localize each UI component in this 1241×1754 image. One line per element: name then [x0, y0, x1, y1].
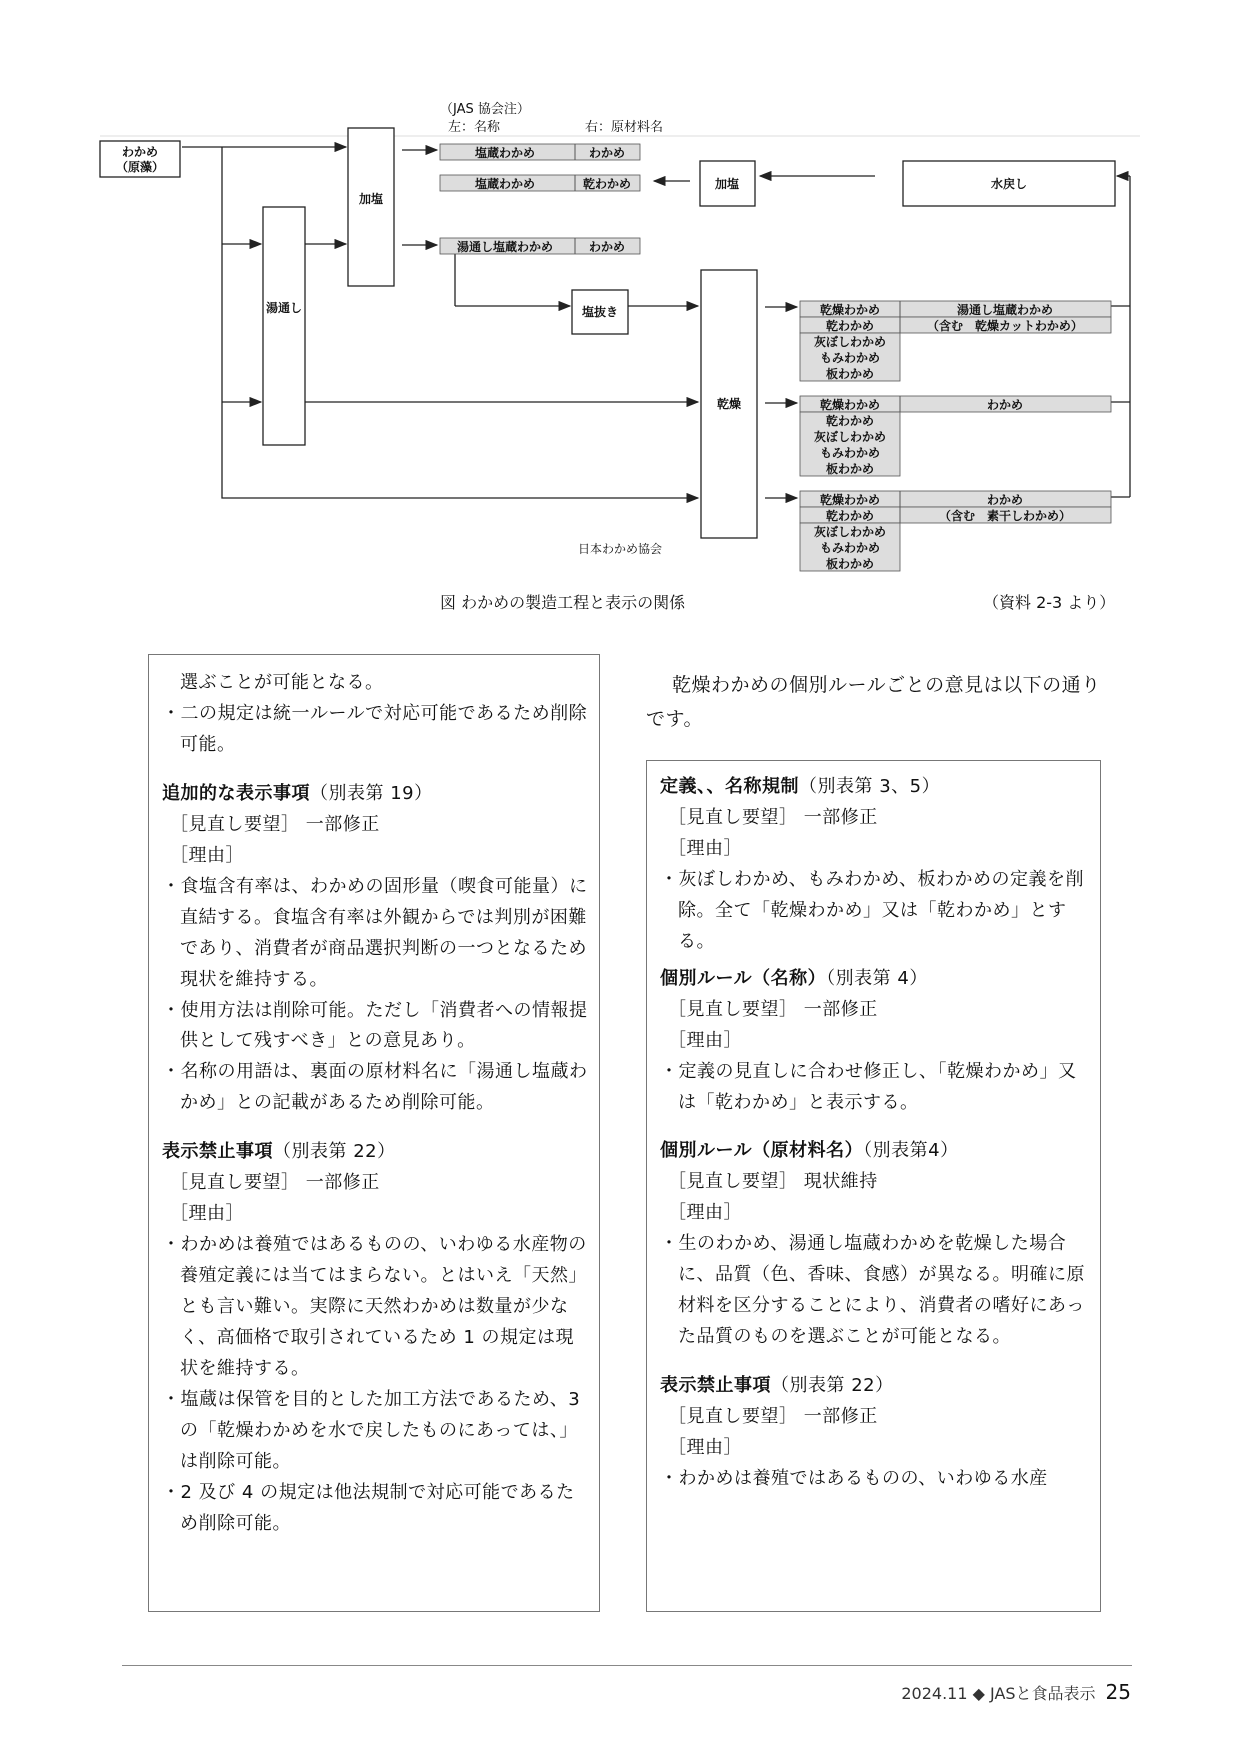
g2-d: もみわかめ: [819, 446, 881, 460]
left-column: [162, 668, 590, 1540]
right-h1-reason: ［理由］: [668, 837, 742, 859]
note-right: 右：原材料名: [585, 120, 664, 135]
left-b1: ・二の規定は統一ルールで対応可能であるため削除可能。: [162, 702, 588, 755]
footer-rule: [122, 1665, 1132, 1666]
right-h1-b1: ・灰ぼしわかめ、もみわかめ、板わかめの定義を削除。全て「乾燥わかめ」又は「乾わかめ」とする。: [660, 868, 1085, 952]
g3-a-right: わかめ: [986, 493, 1024, 507]
left-h1-req: ［見直し要望］ 一部修正: [170, 813, 380, 835]
g2-a-right: わかめ: [986, 398, 1024, 412]
g2-c: 灰ぼしわかめ: [813, 430, 887, 444]
node-yutooshi: [263, 207, 305, 445]
right-column: [660, 772, 1092, 1495]
g3-d: もみわかめ: [819, 541, 881, 555]
footer-issue: 2024.11 ◆ JASと食品表示: [901, 1684, 1096, 1703]
right-h4-reason: ［理由］: [668, 1437, 742, 1459]
right-h2-req: ［見直し要望］ 一部修正: [668, 998, 878, 1020]
g3-b-right: （含む 素干しわかめ）: [938, 509, 1072, 523]
left-h2-b2: ・塩蔵は保管を目的とした加工方法であるため、3 の「乾燥わかめを水で戻したものにあっては、」は削除可能。: [162, 1388, 581, 1472]
right-h1: 定義、、名称規制（別表第 3、5）: [660, 776, 941, 797]
right-h3-reason: ［理由］: [668, 1202, 742, 1224]
g1-d: もみわかめ: [819, 351, 881, 365]
process-diagram: [0, 0, 1241, 600]
right-h3-b1: ・生のわかめ、湯通し塩蔵わかめを乾燥した場合に、品質（色、香味、食感）が異なる。明確に原材料を区分することにより、消費者の嗜好にあった品質のものを選ぶことが可能となる。: [660, 1233, 1085, 1348]
left-h2-b1: ・わかめは養殖ではあるものの、いわゆる水産物の養殖定義には当てはまらない。とはいえ「天然」とも言い難い。実際に天然わかめは数量が少なく、高価格で取引されているため 1 の規定は現状を維持する。: [162, 1234, 587, 1380]
right-h2-b1: ・定義の見直しに合わせ修正し、「乾燥わかめ」又は「乾わかめ」と表示する。: [660, 1060, 1077, 1113]
right-h4-req: ［見直し要望］ 一部修正: [668, 1406, 878, 1428]
g2-a: 乾燥わかめ: [819, 398, 881, 412]
g3-b: 乾わかめ: [825, 509, 875, 523]
right-h4: 表示禁止事項（別表第 22）: [660, 1375, 894, 1397]
left-line1: 選ぶことが可能となる。: [180, 672, 384, 693]
node-yutooshi-label: 湯通し: [265, 301, 303, 315]
note-left: 左：名称: [448, 120, 501, 135]
svg-text:（原藻）: （原藻）: [115, 160, 165, 174]
node-kansou-label: 乾燥: [716, 397, 742, 411]
g3-a: 乾燥わかめ: [819, 493, 881, 507]
g2-e: 板わかめ: [825, 462, 875, 476]
credit: 日本わかめ協会: [578, 542, 663, 556]
node-kaen: [348, 128, 394, 286]
node-shionuki-label: 塩抜き: [581, 305, 619, 319]
g1-b-right: （含む 乾燥カットわかめ）: [927, 319, 1083, 333]
g1-a-right: 湯通し塩蔵わかめ: [956, 303, 1054, 317]
figure-source: （資料 2-3 より）: [983, 593, 1116, 612]
left-h2-b3: ・2 及び 4 の規定は他法規制で対応可能であるため削除可能。: [162, 1481, 575, 1534]
right-intro: 乾燥わかめの個別ルールごとの意見は以下の通りです。: [646, 674, 1101, 731]
left-h2: 表示禁止事項（別表第 22）: [162, 1141, 396, 1163]
figure-caption: 図 わかめの製造工程と表示の関係: [440, 593, 686, 612]
right-h1-req: ［見直し要望］ 一部修正: [668, 806, 878, 828]
node-kaen2-label: 加塩: [714, 177, 740, 191]
left-h2-reason: ［理由］: [170, 1203, 244, 1225]
g1-c: 灰ぼしわかめ: [813, 335, 887, 349]
left-h1-b2: ・使用方法は削除可能。ただし「消費者への情報提供として残すべき」との意見あり。: [162, 999, 588, 1052]
left-h1-b1: ・食塩含有率は、わかめの固形量（喫食可能量）に直結する。食塩含有率は外観からでは判別が困難であり、消費者が商品選択判断の一つとなるため現状を維持する。: [162, 875, 588, 990]
left-h2-req: ［見直し要望］ 一部修正: [170, 1172, 380, 1194]
left-h1-b3: ・名称の用語は、裏面の原材料名に「湯通し塩蔵わかめ」との記載があるため削除可能。: [162, 1061, 588, 1114]
right-h3: 個別ルール（原材料名）（別表第4）: [660, 1140, 959, 1162]
page-number: 25: [1105, 1680, 1131, 1704]
g3-c: 灰ぼしわかめ: [813, 525, 887, 539]
footer: [901, 1680, 1131, 1704]
left-h1-reason: ［理由］: [170, 844, 244, 866]
label-r3-right: わかめ: [588, 240, 626, 254]
label-r2-right: 乾わかめ: [582, 177, 632, 191]
g1-b: 乾わかめ: [825, 319, 875, 333]
node-modoshi-label: 水戻し: [990, 177, 1028, 191]
node-kaen-label: 加塩: [358, 192, 384, 206]
note-title: （JAS 協会注）: [440, 102, 530, 117]
g2-b: 乾わかめ: [825, 414, 875, 428]
right-h4-b1: ・わかめは養殖ではあるものの、いわゆる水産: [660, 1468, 1048, 1490]
left-h1: 追加的な表示事項（別表第 19）: [162, 782, 433, 804]
right-h3-req: ［見直し要望］ 現状維持: [668, 1171, 878, 1193]
right-h2-reason: ［理由］: [668, 1029, 742, 1051]
label-r3-left: 湯通し塩蔵わかめ: [456, 240, 554, 254]
label-r1-right: わかめ: [588, 146, 626, 160]
label-r2-left: 塩蔵わかめ: [474, 177, 536, 191]
right-h2: 個別ルール（名称）（別表第 4）: [660, 967, 928, 989]
label-r1-left: 塩蔵わかめ: [474, 146, 536, 160]
node-wakame-raw-label: わかめ: [121, 145, 159, 159]
g3-e: 板わかめ: [825, 557, 875, 571]
g1-e: 板わかめ: [825, 367, 875, 381]
g1-a: 乾燥わかめ: [819, 303, 881, 317]
